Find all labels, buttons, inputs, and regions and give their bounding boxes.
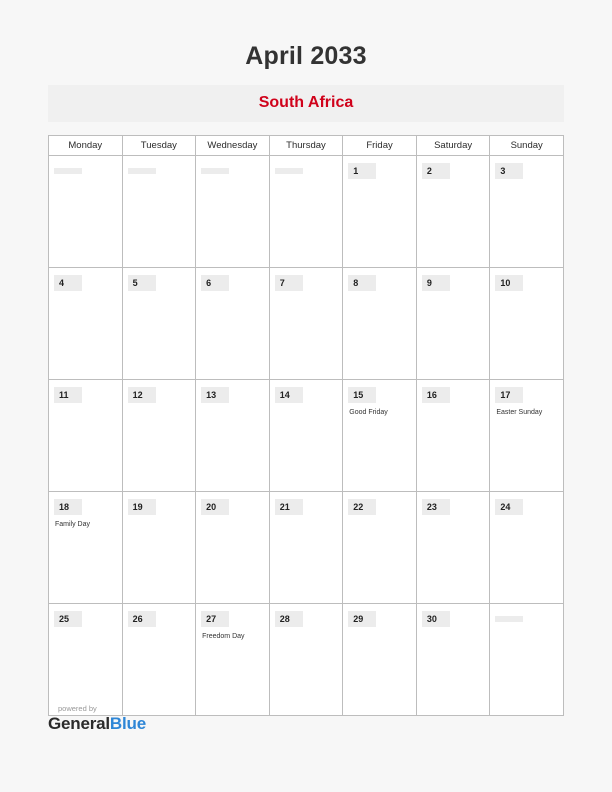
day-number: 9 xyxy=(422,275,450,291)
day-cell[interactable] xyxy=(269,492,343,604)
day-number: 20 xyxy=(201,499,229,515)
weekday-label: Sunday xyxy=(510,140,543,151)
calendar-grid xyxy=(48,135,564,716)
weekday-header-saturday xyxy=(416,136,490,156)
calendar-body xyxy=(49,156,564,716)
day-number: 16 xyxy=(422,387,450,403)
day-number: 1 xyxy=(348,163,376,179)
day-cell[interactable] xyxy=(269,380,343,492)
calendar-week-row xyxy=(49,492,564,604)
day-cell[interactable] xyxy=(343,604,417,716)
day-number: 27 xyxy=(201,611,229,627)
day-number: 28 xyxy=(275,611,303,627)
day-number: 18 xyxy=(54,499,82,515)
day-cell[interactable] xyxy=(269,604,343,716)
weekday-label: Tuesday xyxy=(140,140,177,151)
day-cell[interactable] xyxy=(49,492,123,604)
weekday-header-thursday xyxy=(269,136,343,156)
brand-first-word: General xyxy=(48,714,110,733)
day-event: Freedom Day xyxy=(202,633,245,640)
day-number: 23 xyxy=(422,499,450,515)
day-number: 6 xyxy=(201,275,229,291)
weekday-header-monday xyxy=(49,136,123,156)
day-cell[interactable] xyxy=(196,156,270,268)
country-label: South Africa xyxy=(258,94,354,111)
day-cell[interactable] xyxy=(416,156,490,268)
country-banner xyxy=(48,85,564,122)
day-number: 4 xyxy=(54,275,82,291)
day-number xyxy=(54,168,82,174)
weekday-label: Thursday xyxy=(286,140,326,151)
calendar-week-row xyxy=(49,380,564,492)
day-cell[interactable] xyxy=(122,492,196,604)
day-number: 8 xyxy=(348,275,376,291)
page-title: April 2033 xyxy=(245,42,367,70)
day-number: 19 xyxy=(128,499,156,515)
day-number xyxy=(128,168,156,174)
powered-by-label: powered by xyxy=(58,704,97,713)
day-cell[interactable] xyxy=(196,380,270,492)
day-number: 22 xyxy=(348,499,376,515)
day-cell[interactable] xyxy=(490,604,564,716)
day-cell[interactable] xyxy=(122,604,196,716)
day-cell[interactable] xyxy=(416,492,490,604)
day-cell[interactable] xyxy=(343,156,417,268)
day-number: 29 xyxy=(348,611,376,627)
day-event: Good Friday xyxy=(349,409,388,416)
brand-second-word: Blue xyxy=(109,714,146,733)
calendar-week-row xyxy=(49,156,564,268)
day-number: 15 xyxy=(348,387,376,403)
day-cell[interactable] xyxy=(343,268,417,380)
calendar-header-row xyxy=(49,136,564,156)
weekday-label: Wednesday xyxy=(207,140,258,151)
day-cell[interactable] xyxy=(416,380,490,492)
day-number: 24 xyxy=(495,499,523,515)
day-number: 10 xyxy=(495,275,523,291)
weekday-label: Friday xyxy=(366,140,393,151)
weekday-label: Saturday xyxy=(434,140,473,151)
day-cell[interactable] xyxy=(196,268,270,380)
day-cell[interactable] xyxy=(490,156,564,268)
day-number: 21 xyxy=(275,499,303,515)
day-cell[interactable] xyxy=(416,604,490,716)
day-number: 2 xyxy=(422,163,450,179)
day-number xyxy=(275,168,303,174)
day-cell[interactable] xyxy=(122,156,196,268)
day-number: 26 xyxy=(128,611,156,627)
day-cell[interactable] xyxy=(196,492,270,604)
day-number: 12 xyxy=(128,387,156,403)
weekday-header-wednesday xyxy=(196,136,270,156)
weekday-label: Monday xyxy=(68,140,103,151)
day-cell[interactable] xyxy=(490,268,564,380)
day-event: Easter Sunday xyxy=(496,409,543,416)
day-number: 30 xyxy=(422,611,450,627)
weekday-header-friday xyxy=(343,136,417,156)
day-cell[interactable] xyxy=(343,492,417,604)
day-cell[interactable] xyxy=(49,380,123,492)
day-cell[interactable] xyxy=(122,380,196,492)
weekday-header-sunday xyxy=(490,136,564,156)
day-number: 7 xyxy=(275,275,303,291)
day-cell[interactable] xyxy=(49,604,123,716)
weekday-header-tuesday xyxy=(122,136,196,156)
day-cell[interactable] xyxy=(49,268,123,380)
day-number: 17 xyxy=(495,387,523,403)
day-cell[interactable] xyxy=(196,604,270,716)
day-number: 11 xyxy=(54,387,82,403)
generalblue-logo[interactable] xyxy=(48,714,348,734)
day-cell[interactable] xyxy=(269,156,343,268)
calendar-week-row xyxy=(49,604,564,716)
day-number xyxy=(201,168,229,174)
day-number: 13 xyxy=(201,387,229,403)
day-number: 3 xyxy=(495,163,523,179)
day-cell[interactable] xyxy=(416,268,490,380)
footer xyxy=(48,704,348,734)
day-number: 14 xyxy=(275,387,303,403)
day-cell[interactable] xyxy=(269,268,343,380)
day-cell[interactable] xyxy=(490,492,564,604)
day-cell[interactable] xyxy=(490,380,564,492)
day-event: Family Day xyxy=(55,521,91,528)
calendar-week-row xyxy=(49,268,564,380)
day-cell[interactable] xyxy=(343,380,417,492)
day-number: 25 xyxy=(54,611,82,627)
day-number: 5 xyxy=(128,275,156,291)
day-number xyxy=(495,616,523,622)
day-cell[interactable] xyxy=(49,156,123,268)
day-cell[interactable] xyxy=(122,268,196,380)
